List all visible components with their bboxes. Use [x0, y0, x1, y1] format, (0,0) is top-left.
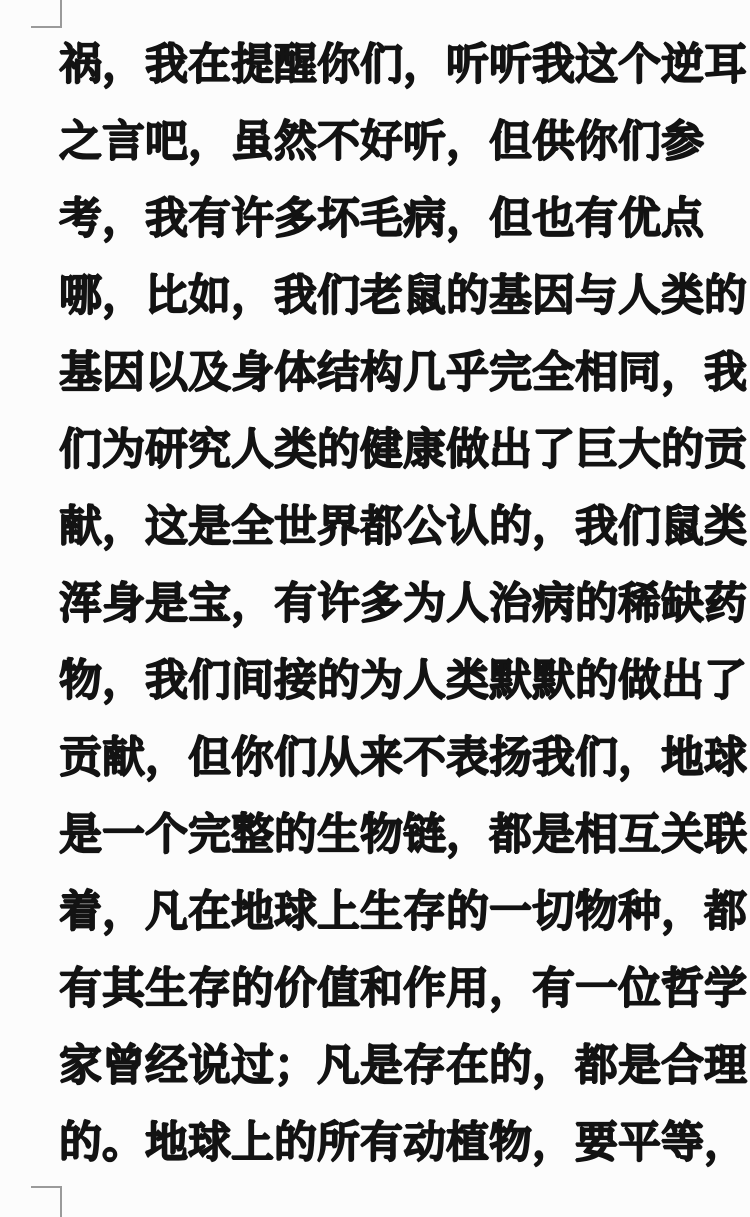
text-boundary-mark-bottom-left — [31, 1186, 62, 1217]
document-text-block — [59, 27, 750, 1182]
text-line: 考，我有许多坏毛病，但也有优点 — [59, 194, 704, 244]
text-line: 的。地球上的所有动植物，要平等， — [59, 1118, 747, 1168]
text-line: 献，这是全世界都公认的，我们鼠类 — [59, 502, 747, 552]
text-line: 祸，我在提醒你们，听听我这个逆耳 — [59, 40, 747, 90]
text-line: 着，凡在地球上生存的一切物种，都 — [59, 887, 747, 937]
text-line: 浑身是宝，有许多为人治病的稀缺药 — [59, 579, 747, 629]
text-line: 基因以及身体结构几乎完全相同，我 — [59, 348, 747, 398]
text-line: 家曾经说过；凡是存在的，都是合理 — [59, 1041, 747, 1091]
text-line: 贡献，但你们从来不表扬我们，地球 — [59, 733, 747, 783]
text-line: 物，我们间接的为人类默默的做出了 — [59, 656, 747, 706]
text-line: 有其生存的价值和作用，有一位哲学 — [59, 964, 747, 1014]
text-line: 之言吧，虽然不好听，但供你们参 — [59, 117, 704, 167]
text-line: 是一个完整的生物链，都是相互关联 — [59, 810, 747, 860]
text-boundary-mark-top-left — [31, 0, 62, 28]
text-line: 哪，比如，我们老鼠的基因与人类的 — [59, 271, 747, 321]
text-line: 们为研究人类的健康做出了巨大的贡 — [59, 425, 747, 475]
